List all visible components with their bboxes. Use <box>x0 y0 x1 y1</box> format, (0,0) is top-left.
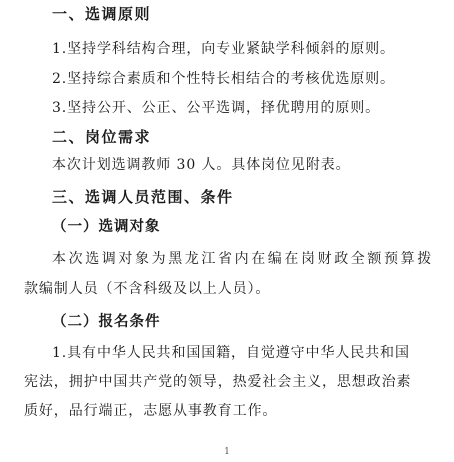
targets-text-line-1: 本次选调对象为黑龙江省内在编在岗财政全额预算拨 <box>52 251 434 267</box>
section-heading-positions: 二、岗位需求 <box>52 128 152 146</box>
targets-text-line-2: 款编制人员（不含科级及以上人员）。 <box>24 281 271 297</box>
requirements-text-line-2: 宪法，拥护中国共产党的领导，热爱社会主义，思想政治素 <box>24 374 412 390</box>
positions-text: 本次计划选调教师 30 人。具体岗位见附表。 <box>52 157 351 173</box>
requirements-text-line-3: 质好，品行端正，志愿从事教育工作。 <box>24 403 278 419</box>
subsection-heading-requirements: （二）报名条件 <box>52 314 161 330</box>
requirements-text-line-1: 1.具有中华人民共和国国籍，自觉遵守中华人民共和国 <box>52 345 410 361</box>
principle-item-1: 1.坚持学科结构合理，向专业紧缺学科倾斜的原则。 <box>52 41 395 57</box>
page-number: 1 <box>224 447 230 457</box>
section-heading-principles: 一、选调原则 <box>52 5 152 23</box>
subsection-heading-targets: （一）选调对象 <box>52 219 161 235</box>
principle-item-3: 3.坚持公开、公正、公平选调，择优聘用的原则。 <box>52 100 381 116</box>
principle-item-2: 2.坚持综合素质和个性特长相结合的考核优选原则。 <box>52 71 395 87</box>
section-heading-scope: 三、选调人员范围、条件 <box>52 188 234 206</box>
